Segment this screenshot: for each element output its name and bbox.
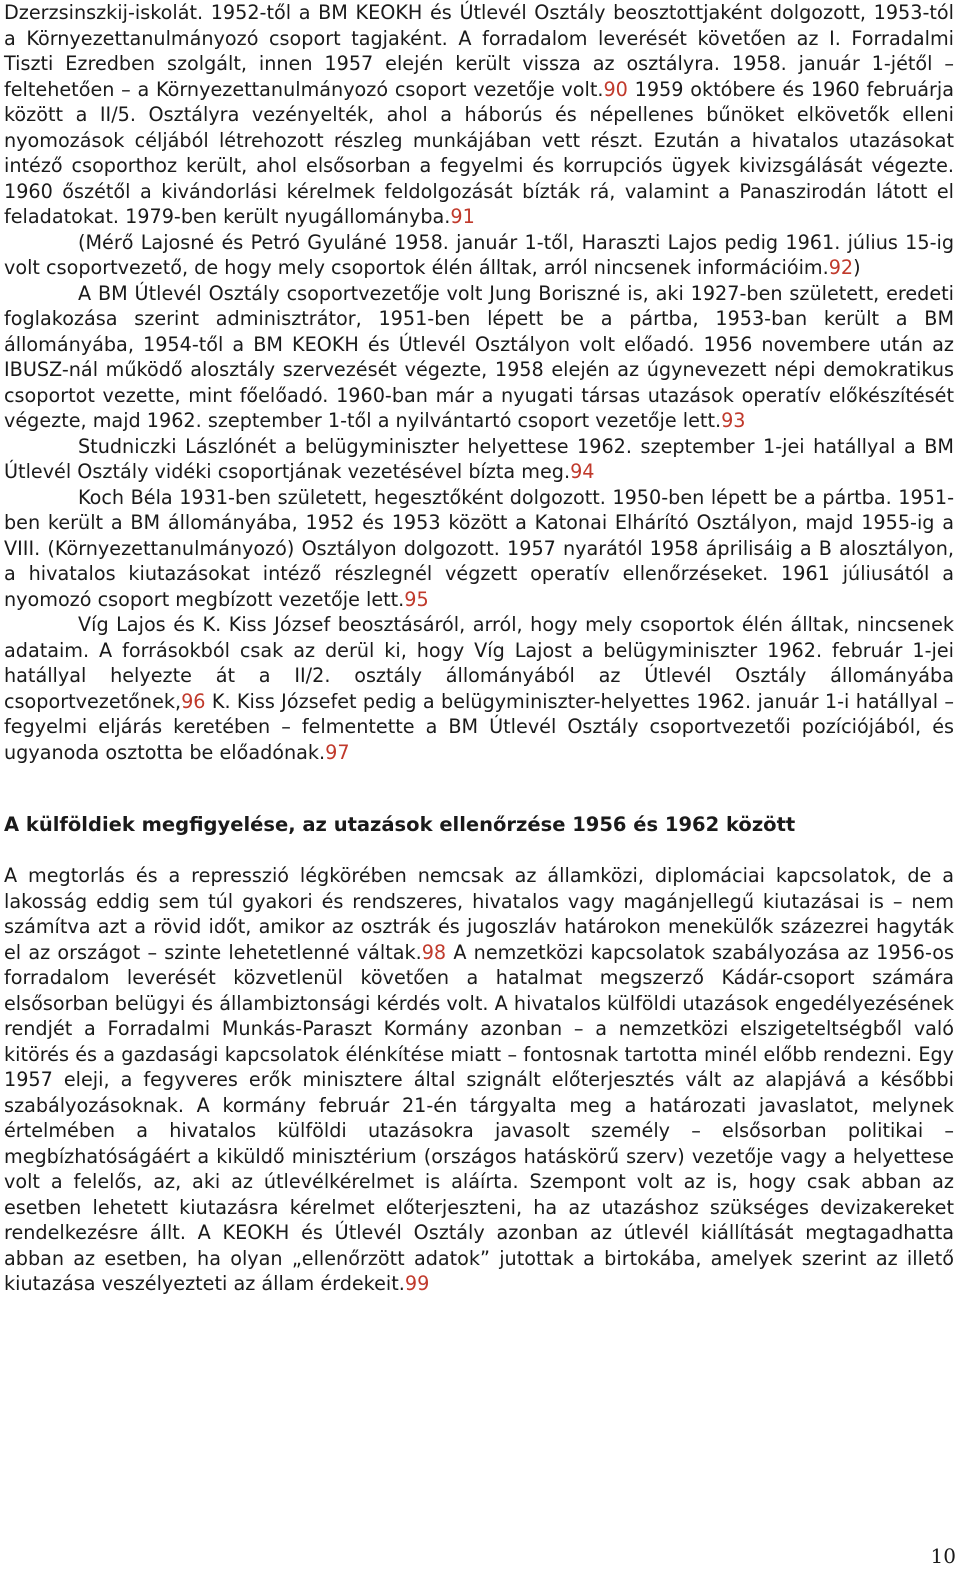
paragraph-text: Koch Béla 1931-ben született, hegesztőként dolgozott. 1950-ben lépett be a pártba. 1951-ben került a BM állományába, 1952 és 1953 között a Katonai Elhárító Osztályon, majd 1955-ig a VIII. (Környezettanulmányozó) Osztályon dolgozott. 1957 nyarától 1958 áprilisáig a B alosztályon, a hivatalos kiutazásokat intéző részlegnél végzett operatív ellenőrzéseket. 1961 júliusától a nyomozó csoport megbízott vezetője lett. [4,485,954,611]
paragraph [4,485,954,613]
paragraph-text: (Mérő Lajosné és Petró Gyuláné 1958. január 1-től, Haraszti Lajos pedig 1961. július 15-ig volt csoportvezető, de hogy mely csoportok élén álltak, arról nincsenek információim. [4,230,954,279]
footnote-link[interactable]: 94 [570,460,595,483]
paragraph-text: A nemzetközi kapcsolatok szabályozása az 1956-os forradalom leverését közvetlenül követően a hatalmat megszerző Kádár-csoport számára elsősorban belügyi és állambiztonsági kérdés volt. A hivatalos külföldi utazások engedélyezésének rendjét a Forradalmi Munkás-Paraszt Kormány azonban – a nemzetközi elszigeteltségből való kitörés és a gazdasági kapcsolatok élénkítése miatt – fontosnak tartotta minél előbb rendezni. Egy 1957 eleji, a fegyveres erők minisztere által szignált előterjesztés vált az alapjává a későbbi szabályozásoknak. A kormány február 21-én tárgyalta meg a határozati javaslatot, melynek értelmében a hivatalos külföldi utazásokra javasolt személy – elsősorban politikai – megbízhatóságáért a kiküldő minisztérium (országos hatáskörű szerv) vezetője vagy a helyettese volt a felelős, az, aki az útlevélkérelmet is aláírta. Szempont volt az is, hogy csak abban az esetben lehetett kiutazásra kérelmet előterjeszteni, ha az utazáshoz szükséges devizakereket rendelkezésre állt. A KEOKH és Útlevél Osztály azonban az útlevél kiállítását megtagadhatta abban az esetben, ha olyan „ellenőrzött adatok” jutottak a birtokába, amelyek szerint az illető kiutazása veszélyezteti az állam érdekeit. [4,940,954,1295]
footnote-link[interactable]: 91 [450,205,475,228]
paragraph [4,230,954,281]
paragraph [4,434,954,485]
paragraph [4,0,954,230]
body-text [4,0,954,765]
paragraph [4,612,954,765]
paragraph-text: Studniczki Lászlónét a belügyminiszter helyettese 1962. szeptember 1-jei hatállyal a BM Útlevél Osztály vidéki csoportjának vezetésével bízta meg. [4,434,954,483]
footnote-link[interactable]: 99 [404,1272,430,1295]
footnote-link[interactable]: 92 [828,256,854,279]
document-page [4,0,954,1297]
section-body-text [4,863,954,1297]
footnote-link[interactable]: 97 [325,740,350,764]
footnote-link[interactable]: 90 [603,77,628,101]
footnote-link[interactable]: 95 [404,587,429,611]
paragraph [4,281,954,434]
paragraph-text: 1959 októbere és 1960 februárja között a II/5. Osztályra vezényelték, ahol a háborús és népellenes bűnöket elkövetők elleni nyomozások céljából létrehozott részleg munkájában vett részt. Ezután a hivatalos utazásokat intéző csoporthoz került, ahol elsősorban a fegyelmi és korrupciós ügyek kivizsgálását végezte. 1960 őszétől a kivándorlási kérelmek feldolgozását bízták rá, valamint a Panaszirodán látott el feladatokat. 1979-ben került nyugállományba. [4,77,955,228]
page-number: 10 [930,1544,956,1568]
footnote-link[interactable]: 98 [421,940,447,964]
paragraph-text: ) [853,256,861,279]
footnote-link[interactable]: 93 [721,409,746,432]
paragraph-text: K. Kiss Józsefet pedig a belügyminiszter-helyettes 1962. január 1-i hatállyal – fegyelmi eljárás keretében – felmentette a BM Útlevél Osztály csoportvezetői pozíciójából, és ugyanoda osztotta be előadónak. [4,689,954,764]
footnote-link[interactable]: 96 [181,689,206,713]
paragraph-text: Dzerzsinszkij-iskolát. 1952-től a BM KEOKH és Útlevél Osztály beosztottjaként dolgozott, 1953-tól a Környezettanulmányozó csoport tagjaként. A forradalom leverését követően az I. Forradalmi Tiszti Ezredben szolgált, innen 1957 elején került vissza az osztályra. 1958. január 1-jétől – feltehetően – a Környezettanulmányozó csoport vezetője volt. [4,1,954,101]
section-heading: A külföldiek megfigyelése, az utazások ellenőrzése 1956 és 1962 között [4,813,796,836]
paragraph-text: A megtorlás és a represszió légkörében nemcsak az államközi, diplomáciai kapcsolatok, de a lakosság eddig sem túl gyakori és rendszeres, hivatalos vagy magánjellegű kiutazásai is – nem számítva azt a rövid időt, amikor az osztrák és jugoszláv határokon menekülők százezrei hagyták el az országot – szinte lehetetlenné váltak. [4,864,954,964]
paragraph [4,863,954,1297]
paragraph-text: A BM Útlevél Osztály csoportvezetője volt Jung Boriszné is, aki 1927-ben született, eredeti foglakozása szerint adminisztrátor, 1951-ben lépett be a pártba, 1953-ban került a BM állományába, 1954-től a BM KEOKH és Útlevél Osztályon volt előadó. 1956 novembere után az IBUSZ-nál működő alosztály szervezését végezte, 1958 elején az úgynevezett népi demokratikus csoportot vezette, mint főelőadó. 1960-ban már a nyugati társas utazások operatív előkészítését végezte, majd 1962. szeptember 1-től a nyilvántartó csoport vezetője lett. [4,281,954,432]
paragraph-text: Víg Lajos és K. Kiss József beosztásáról, arról, hogy mely csoportok élén álltak, nincsenek adataim. A forrásokból csak az derül ki, hogy Víg Lajost a belügyminiszter 1962. február 1-jei hatállyal helyezte át a II/2. osztály állományából az Útlevél Osztály állományába csoportvezetőnek, [4,613,954,713]
